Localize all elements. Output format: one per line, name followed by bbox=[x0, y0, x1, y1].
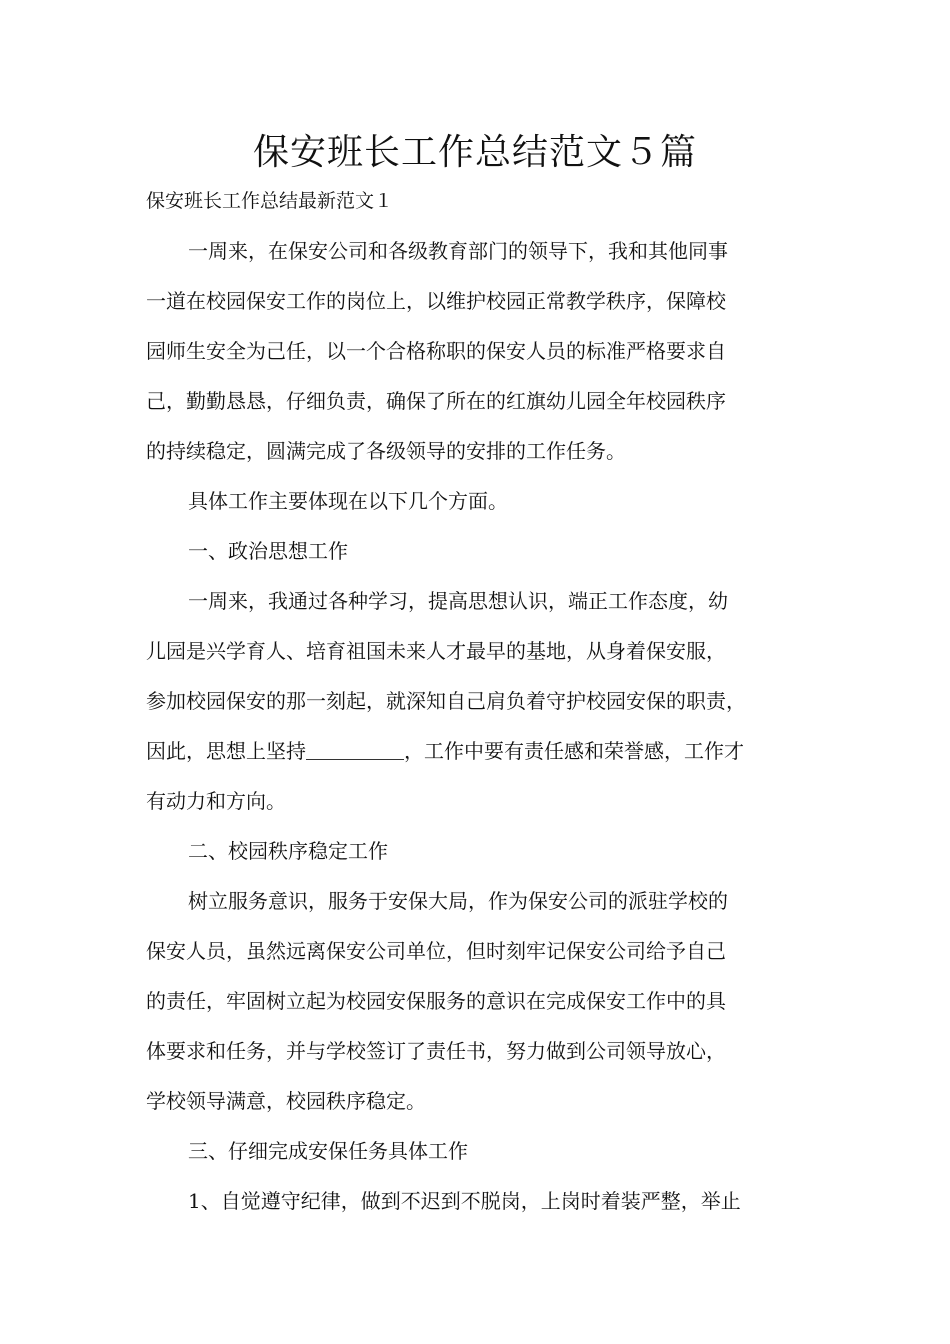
paragraph-line: 有动力和方向。 bbox=[146, 789, 286, 813]
paragraph-line: 一周来，在保安公司和各级教育部门的领导下，我和其他同事 bbox=[188, 239, 728, 263]
paragraph-line: 一周来，我通过各种学习，提高思想认识，端正工作态度，幼 bbox=[188, 589, 728, 613]
paragraph-line: 己，勤勤恳恳，仔细负责，确保了所在的红旗幼儿园全年校园秩序 bbox=[146, 389, 726, 413]
paragraph-line: 树立服务意识，服务于安保大局，作为保安公司的派驻学校的 bbox=[188, 889, 728, 913]
paragraph-text: ，工作中要有责任感和荣誉感，工作才 bbox=[404, 739, 744, 763]
paragraph-line: 的责任，牢固树立起为校园安保服务的意识在完成保安工作中的具 bbox=[146, 989, 726, 1013]
paragraph-line: 保安人员，虽然远离保安公司单位，但时刻牢记保安公司给予自己 bbox=[146, 939, 726, 963]
document-subtitle: 保安班长工作总结最新范文１ bbox=[146, 190, 394, 212]
document-title: 保安班长工作总结范文５篇 bbox=[252, 132, 697, 173]
section-heading: 一、政治思想工作 bbox=[188, 539, 348, 563]
paragraph-line: 儿园是兴学育人、培育祖国未来人才最早的基地，从身着保安服， bbox=[146, 639, 726, 663]
paragraph-line bbox=[146, 736, 744, 766]
paragraph-line: 园师生安全为己任，以一个合格称职的保安人员的标准严格要求自 bbox=[146, 339, 726, 363]
paragraph-line: 一道在校园保安工作的岗位上，以维护校园正常教学秩序，保障校 bbox=[146, 289, 726, 313]
paragraph-line: 具体工作主要体现在以下几个方面。 bbox=[188, 489, 508, 513]
paragraph-text: 因此，思想上坚持 bbox=[146, 739, 306, 763]
paragraph-line: 1、自觉遵守纪律，做到不迟到不脱岗，上岗时着装严整，举止 bbox=[188, 1189, 741, 1213]
paragraph-line: 的持续稳定，圆满完成了各级领导的安排的工作任务。 bbox=[146, 439, 626, 463]
section-heading: 三、仔细完成安保任务具体工作 bbox=[188, 1139, 468, 1163]
section-heading: 二、校园秩序稳定工作 bbox=[188, 839, 388, 863]
fill-in-blank bbox=[306, 739, 404, 760]
paragraph-line: 学校领导满意，校园秩序稳定。 bbox=[146, 1089, 426, 1113]
paragraph-line: 体要求和任务，并与学校签订了责任书，努力做到公司领导放心， bbox=[146, 1039, 726, 1063]
paragraph-line: 参加校园保安的那一刻起，就深知自己肩负着守护校园安保的职责， bbox=[146, 689, 746, 713]
